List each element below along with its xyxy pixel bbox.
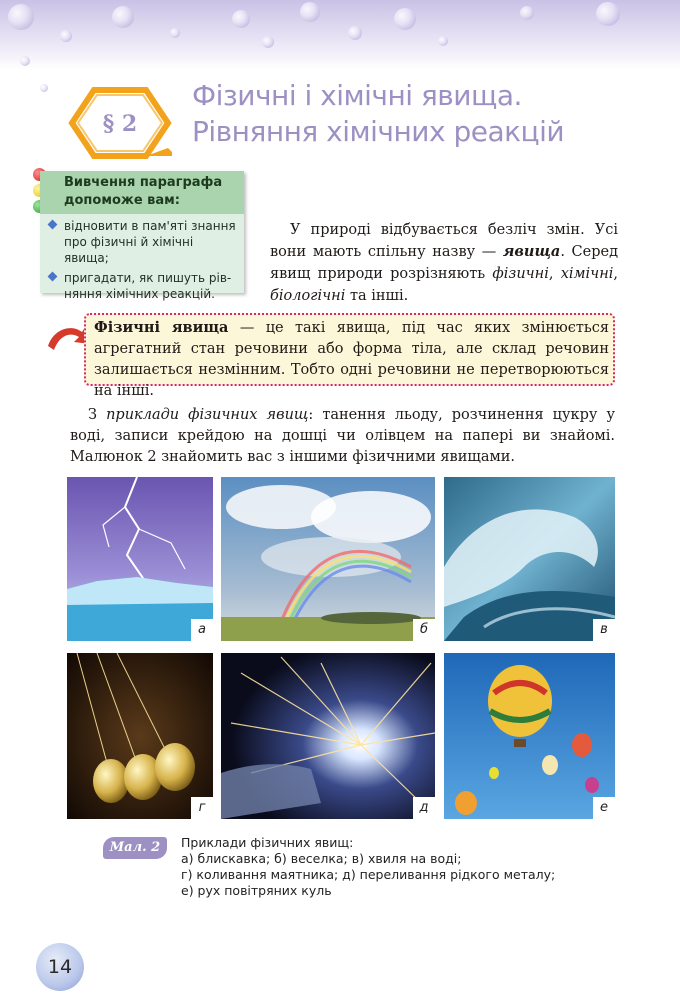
bubble-decoration	[596, 2, 620, 26]
bubble-decoration	[20, 56, 30, 66]
learning-goals-box	[40, 171, 244, 301]
photo-label: г	[191, 797, 213, 819]
bubble-decoration	[8, 4, 34, 30]
page-title	[192, 78, 564, 150]
diamond-bullet-icon	[48, 272, 58, 282]
section-number: § 2	[102, 111, 138, 137]
photo-label: е	[593, 797, 615, 819]
photo-pendulum	[67, 653, 213, 819]
definition-box	[84, 313, 615, 399]
photo-molten-metal	[221, 653, 435, 819]
examples-paragraph: З приклади фізичних явищ: танення льоду, розчинення цукру у воді, записи крейдою на дошці чи олівцем на папері ви знайомі. Малюнок 2 знайомить вас з іншими фізичними явищами.	[70, 407, 615, 465]
photo-label: а	[191, 619, 213, 641]
page-number: 14	[36, 943, 84, 991]
intro-paragraph: У природі відбувається безліч змін. Усі вони мають спільну назву — явища. Серед явищ природи розрізняють фізичні, хімічні, біологічні та інші.	[270, 222, 618, 304]
definition-text: — це такі явища, під час яких змінюється агрегатний стан речовини або форма тіла, але склад речовин залишається незмінним. Тобто одні речовини не перетворюються на інші.	[94, 320, 609, 399]
section-badge-hexagon	[68, 86, 172, 160]
bubble-decoration	[300, 2, 320, 22]
bubble-decoration	[232, 10, 250, 28]
list-item: пригадати, як пишуть рів- няння хімічних реакцій.	[46, 270, 236, 302]
header-decoration	[0, 0, 680, 70]
photo-label: в	[593, 619, 615, 641]
title-line-2: Рівняння хімічних реакцій	[192, 115, 565, 148]
bubble-decoration	[60, 30, 72, 42]
photo-rainbow	[221, 477, 435, 641]
photo-balloons	[444, 653, 615, 819]
photo-lightning	[67, 477, 213, 641]
bubble-decoration	[520, 6, 534, 20]
bubble-decoration	[348, 26, 362, 40]
bubble-decoration	[438, 36, 448, 46]
photo-label: б	[413, 619, 435, 641]
bubble-decoration	[394, 8, 416, 30]
photo-wave	[444, 477, 615, 641]
photo-label: д	[413, 797, 435, 819]
bubble-decoration	[40, 84, 48, 92]
figure-label: Мал. 2	[103, 837, 167, 859]
figure-caption: Приклади фізичних явищ: а) блискавка; б) веселка; в) хвиля на воді; г) коливання маятника; д) переливання рідкого металу; е) рух повітряних куль	[181, 835, 556, 898]
learning-goals-list	[40, 214, 244, 302]
title-line-1: Фізичні і хімічні явища.	[192, 79, 522, 112]
bubble-decoration	[262, 36, 274, 48]
bubble-decoration	[170, 28, 180, 38]
diamond-bullet-icon	[48, 220, 58, 230]
learning-goals-heading: Вивчення параграфа допоможе вам:	[40, 171, 244, 214]
definition-term: Фізичні явища	[94, 319, 229, 336]
list-item: відновити в пам'яті знання про фізичні й хімічні явища;	[46, 218, 236, 266]
bubble-decoration	[112, 6, 134, 28]
